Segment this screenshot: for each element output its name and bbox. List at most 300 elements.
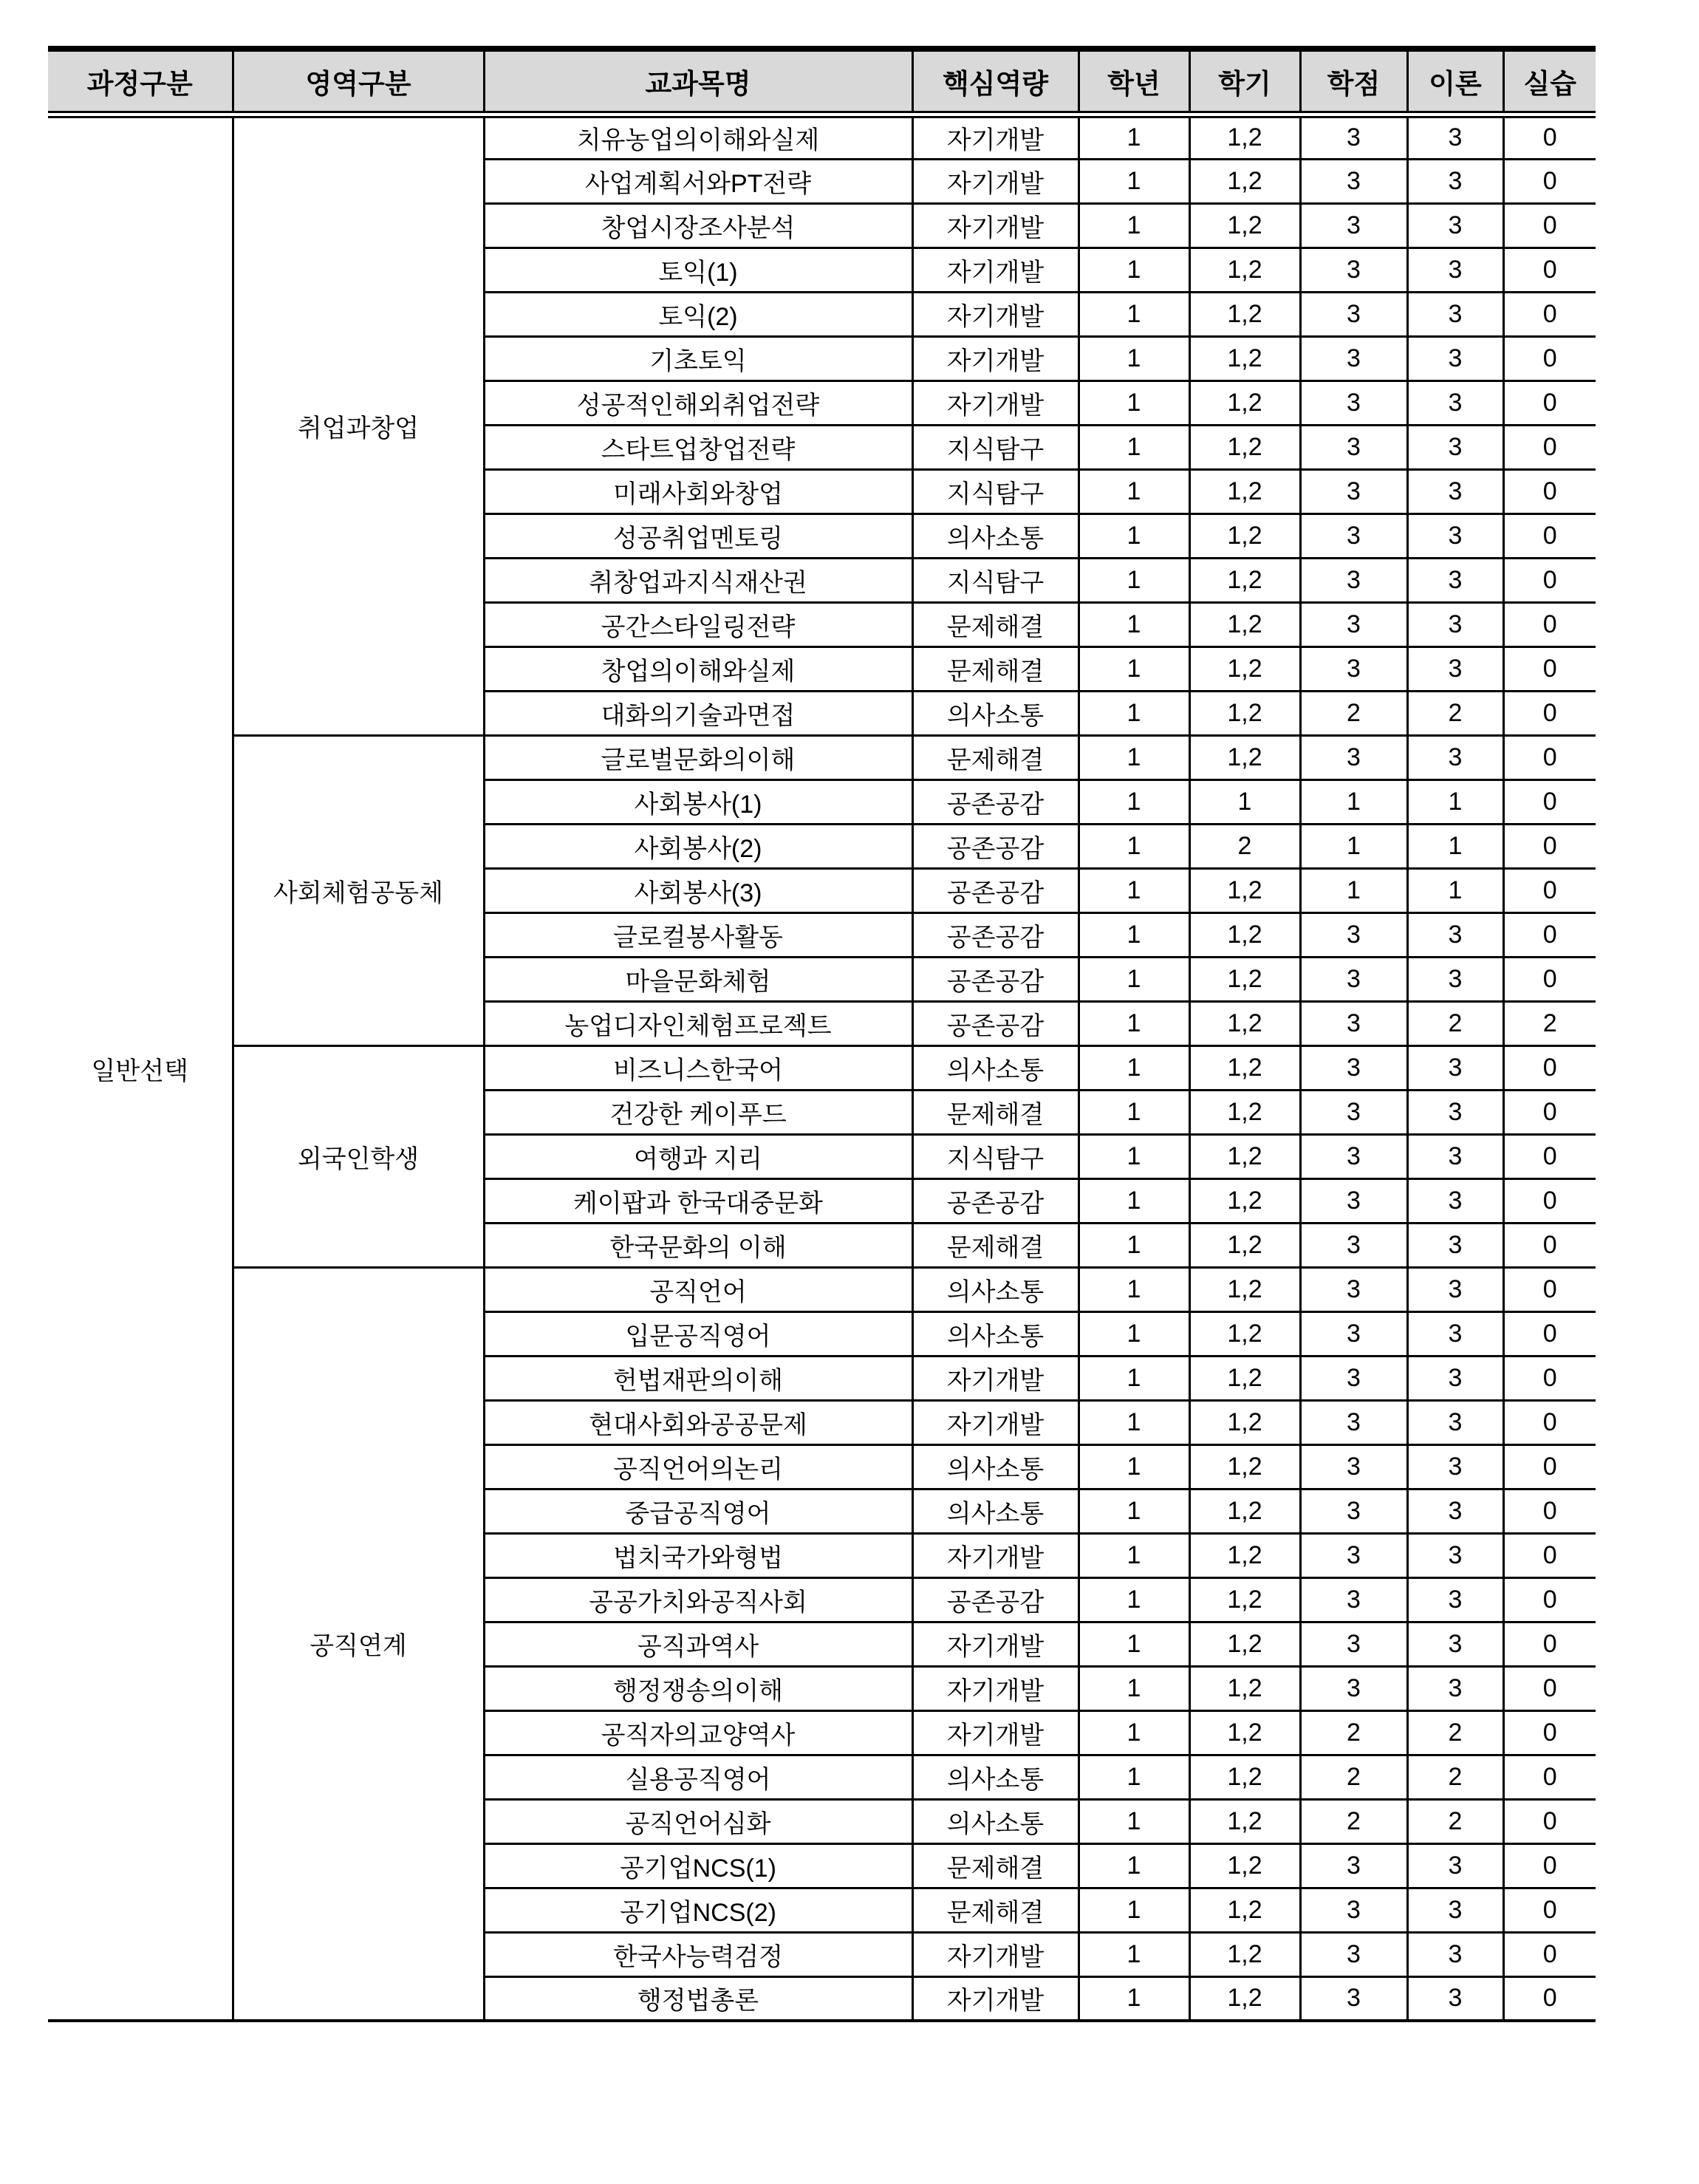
competency-cell: 자기개발 (912, 1710, 1078, 1755)
subject-cell: 치유농업의이해와실제 (484, 115, 912, 159)
semester-cell: 1,2 (1189, 381, 1300, 425)
practice-cell: 0 (1503, 1533, 1596, 1577)
year-cell: 1 (1078, 381, 1189, 425)
year-cell: 1 (1078, 159, 1189, 203)
curriculum-table (48, 46, 1596, 2022)
year-cell: 1 (1078, 1888, 1189, 1932)
semester-cell: 1,2 (1189, 912, 1300, 957)
subject-cell: 법치국가와형법 (484, 1533, 912, 1577)
subject-cell: 헌법재판의이해 (484, 1356, 912, 1400)
competency-cell: 지식탐구 (912, 425, 1078, 469)
year-cell: 1 (1078, 1533, 1189, 1577)
credits-cell: 3 (1300, 513, 1407, 558)
practice-cell: 0 (1503, 1710, 1596, 1755)
practice-cell: 0 (1503, 646, 1596, 691)
competency-cell: 의사소통 (912, 1311, 1078, 1356)
year-cell: 1 (1078, 957, 1189, 1001)
competency-cell: 문제해결 (912, 602, 1078, 646)
year-cell: 1 (1078, 1356, 1189, 1400)
theory-cell: 3 (1407, 1090, 1503, 1134)
competency-cell: 의사소통 (912, 513, 1078, 558)
theory-cell: 3 (1407, 1400, 1503, 1444)
semester-cell: 1,2 (1189, 957, 1300, 1001)
theory-cell: 3 (1407, 1311, 1503, 1356)
subject-cell: 공간스타일링전략 (484, 602, 912, 646)
credits-cell: 3 (1300, 1932, 1407, 1976)
year-cell: 1 (1078, 1710, 1189, 1755)
subject-cell: 여행과 지리 (484, 1134, 912, 1178)
subject-cell: 한국문화의 이해 (484, 1223, 912, 1267)
semester-cell: 1,2 (1189, 1932, 1300, 1976)
competency-cell: 자기개발 (912, 336, 1078, 381)
subject-cell: 성공적인해외취업전략 (484, 381, 912, 425)
year-cell: 1 (1078, 1223, 1189, 1267)
theory-cell: 1 (1407, 779, 1503, 824)
year-cell: 1 (1078, 336, 1189, 381)
theory-cell: 3 (1407, 1356, 1503, 1400)
column-header-area: 영역구분 (233, 49, 484, 115)
column-header-credits: 학점 (1300, 49, 1407, 115)
theory-cell: 3 (1407, 115, 1503, 159)
year-cell: 1 (1078, 1577, 1189, 1622)
competency-cell: 자기개발 (912, 1356, 1078, 1400)
competency-cell: 의사소통 (912, 1755, 1078, 1799)
credits-cell: 3 (1300, 1356, 1407, 1400)
theory-cell: 3 (1407, 735, 1503, 779)
credits-cell: 3 (1300, 381, 1407, 425)
subject-cell: 기초토익 (484, 336, 912, 381)
semester-cell: 1,2 (1189, 1356, 1300, 1400)
subject-cell: 공직언어의논리 (484, 1444, 912, 1489)
year-cell: 1 (1078, 469, 1189, 513)
theory-cell: 3 (1407, 957, 1503, 1001)
credits-cell: 3 (1300, 1666, 1407, 1710)
practice-cell: 0 (1503, 1577, 1596, 1622)
practice-cell: 0 (1503, 469, 1596, 513)
theory-cell: 2 (1407, 1755, 1503, 1799)
column-header-semester: 학기 (1189, 49, 1300, 115)
competency-cell: 자기개발 (912, 292, 1078, 336)
year-cell: 1 (1078, 646, 1189, 691)
theory-cell: 3 (1407, 1134, 1503, 1178)
credits-cell: 1 (1300, 779, 1407, 824)
practice-cell: 0 (1503, 1932, 1596, 1976)
year-cell: 1 (1078, 912, 1189, 957)
practice-cell: 0 (1503, 1843, 1596, 1888)
credits-cell: 3 (1300, 558, 1407, 602)
practice-cell: 0 (1503, 868, 1596, 912)
practice-cell: 0 (1503, 602, 1596, 646)
practice-cell: 0 (1503, 115, 1596, 159)
theory-cell: 3 (1407, 1444, 1503, 1489)
subject-cell: 사회봉사(3) (484, 868, 912, 912)
competency-cell: 문제해결 (912, 1223, 1078, 1267)
semester-cell: 1,2 (1189, 558, 1300, 602)
semester-cell: 1,2 (1189, 1178, 1300, 1223)
column-header-practice: 실습 (1503, 49, 1596, 115)
practice-cell: 0 (1503, 292, 1596, 336)
competency-cell: 자기개발 (912, 248, 1078, 292)
practice-cell: 0 (1503, 912, 1596, 957)
competency-cell: 공존공감 (912, 779, 1078, 824)
theory-cell: 3 (1407, 1843, 1503, 1888)
semester-cell: 1,2 (1189, 513, 1300, 558)
semester-cell: 1,2 (1189, 159, 1300, 203)
theory-cell: 3 (1407, 1622, 1503, 1666)
practice-cell: 0 (1503, 1888, 1596, 1932)
practice-cell: 0 (1503, 1400, 1596, 1444)
theory-cell: 1 (1407, 868, 1503, 912)
theory-cell: 3 (1407, 602, 1503, 646)
practice-cell: 2 (1503, 1001, 1596, 1045)
credits-cell: 3 (1300, 1489, 1407, 1533)
theory-cell: 1 (1407, 824, 1503, 868)
credits-cell: 1 (1300, 868, 1407, 912)
credits-cell: 3 (1300, 425, 1407, 469)
competency-cell: 자기개발 (912, 203, 1078, 248)
year-cell: 1 (1078, 558, 1189, 602)
year-cell: 1 (1078, 1311, 1189, 1356)
subject-cell: 공기업NCS(1) (484, 1843, 912, 1888)
competency-cell: 자기개발 (912, 159, 1078, 203)
year-cell: 1 (1078, 1400, 1189, 1444)
credits-cell: 3 (1300, 1444, 1407, 1489)
credits-cell: 2 (1300, 1799, 1407, 1843)
competency-cell: 의사소통 (912, 1267, 1078, 1311)
practice-cell: 0 (1503, 381, 1596, 425)
competency-cell: 문제해결 (912, 1888, 1078, 1932)
theory-cell: 3 (1407, 1932, 1503, 1976)
practice-cell: 0 (1503, 1223, 1596, 1267)
practice-cell: 0 (1503, 1311, 1596, 1356)
year-cell: 1 (1078, 779, 1189, 824)
subject-cell: 사회봉사(2) (484, 824, 912, 868)
practice-cell: 0 (1503, 1267, 1596, 1311)
semester-cell: 1,2 (1189, 1577, 1300, 1622)
column-header-theory: 이론 (1407, 49, 1503, 115)
table-row (48, 1045, 1596, 1090)
practice-cell: 0 (1503, 558, 1596, 602)
subject-cell: 농업디자인체험프로젝트 (484, 1001, 912, 1045)
competency-cell: 자기개발 (912, 1622, 1078, 1666)
theory-cell: 2 (1407, 1710, 1503, 1755)
theory-cell: 3 (1407, 1577, 1503, 1622)
year-cell: 1 (1078, 735, 1189, 779)
credits-cell: 3 (1300, 1533, 1407, 1577)
year-cell: 1 (1078, 824, 1189, 868)
year-cell: 1 (1078, 691, 1189, 735)
subject-cell: 토익(2) (484, 292, 912, 336)
subject-cell: 취창업과지식재산권 (484, 558, 912, 602)
column-header-course-type: 과정구분 (48, 49, 233, 115)
semester-cell: 1,2 (1189, 1976, 1300, 2021)
theory-cell: 3 (1407, 1976, 1503, 2021)
subject-cell: 비즈니스한국어 (484, 1045, 912, 1090)
competency-cell: 공존공감 (912, 824, 1078, 868)
semester-cell: 1,2 (1189, 1311, 1300, 1356)
year-cell: 1 (1078, 1843, 1189, 1888)
year-cell: 1 (1078, 1932, 1189, 1976)
theory-cell: 3 (1407, 1888, 1503, 1932)
subject-cell: 창업시장조사분석 (484, 203, 912, 248)
practice-cell: 0 (1503, 1090, 1596, 1134)
credits-cell: 1 (1300, 824, 1407, 868)
semester-cell: 1,2 (1189, 691, 1300, 735)
practice-cell: 0 (1503, 1178, 1596, 1223)
practice-cell: 0 (1503, 779, 1596, 824)
year-cell: 1 (1078, 1178, 1189, 1223)
credits-cell: 3 (1300, 292, 1407, 336)
year-cell: 1 (1078, 1090, 1189, 1134)
semester-cell: 1,2 (1189, 1134, 1300, 1178)
credits-cell: 3 (1300, 115, 1407, 159)
competency-cell: 공존공감 (912, 868, 1078, 912)
credits-cell: 3 (1300, 957, 1407, 1001)
semester-cell: 1,2 (1189, 248, 1300, 292)
semester-cell: 1,2 (1189, 1489, 1300, 1533)
theory-cell: 2 (1407, 1799, 1503, 1843)
competency-cell: 공존공감 (912, 912, 1078, 957)
credits-cell: 3 (1300, 1090, 1407, 1134)
theory-cell: 3 (1407, 469, 1503, 513)
practice-cell: 0 (1503, 513, 1596, 558)
semester-cell: 1,2 (1189, 1267, 1300, 1311)
theory-cell: 3 (1407, 292, 1503, 336)
year-cell: 1 (1078, 1134, 1189, 1178)
theory-cell: 3 (1407, 1489, 1503, 1533)
semester-cell: 1,2 (1189, 1001, 1300, 1045)
competency-cell: 의사소통 (912, 1799, 1078, 1843)
semester-cell: 1,2 (1189, 1533, 1300, 1577)
semester-cell: 1,2 (1189, 868, 1300, 912)
semester-cell: 1,2 (1189, 469, 1300, 513)
area-cell: 외국인학생 (233, 1045, 484, 1267)
credits-cell: 3 (1300, 912, 1407, 957)
year-cell: 1 (1078, 115, 1189, 159)
theory-cell: 3 (1407, 912, 1503, 957)
year-cell: 1 (1078, 868, 1189, 912)
competency-cell: 공존공감 (912, 1577, 1078, 1622)
credits-cell: 3 (1300, 1622, 1407, 1666)
theory-cell: 3 (1407, 159, 1503, 203)
practice-cell: 0 (1503, 957, 1596, 1001)
practice-cell: 0 (1503, 1622, 1596, 1666)
subject-cell: 토익(1) (484, 248, 912, 292)
competency-cell: 문제해결 (912, 735, 1078, 779)
subject-cell: 공직언어심화 (484, 1799, 912, 1843)
year-cell: 1 (1078, 1444, 1189, 1489)
practice-cell: 0 (1503, 735, 1596, 779)
credits-cell: 3 (1300, 469, 1407, 513)
table-row (48, 735, 1596, 779)
practice-cell: 0 (1503, 1045, 1596, 1090)
credits-cell: 2 (1300, 691, 1407, 735)
year-cell: 1 (1078, 513, 1189, 558)
practice-cell: 0 (1503, 1976, 1596, 2021)
semester-cell: 1,2 (1189, 646, 1300, 691)
semester-cell: 2 (1189, 824, 1300, 868)
competency-cell: 지식탐구 (912, 1134, 1078, 1178)
theory-cell: 2 (1407, 691, 1503, 735)
subject-cell: 행정쟁송의이해 (484, 1666, 912, 1710)
credits-cell: 3 (1300, 1843, 1407, 1888)
semester-cell: 1,2 (1189, 292, 1300, 336)
practice-cell: 0 (1503, 1134, 1596, 1178)
year-cell: 1 (1078, 1001, 1189, 1045)
subject-cell: 스타트업창업전략 (484, 425, 912, 469)
semester-cell: 1,2 (1189, 115, 1300, 159)
competency-cell: 자기개발 (912, 1400, 1078, 1444)
subject-cell: 글로컬봉사활동 (484, 912, 912, 957)
semester-cell: 1,2 (1189, 1710, 1300, 1755)
practice-cell: 0 (1503, 1666, 1596, 1710)
semester-cell: 1,2 (1189, 1090, 1300, 1134)
year-cell: 1 (1078, 292, 1189, 336)
semester-cell: 1 (1189, 779, 1300, 824)
competency-cell: 공존공감 (912, 957, 1078, 1001)
credits-cell: 3 (1300, 1178, 1407, 1223)
table-row (48, 1267, 1596, 1311)
year-cell: 1 (1078, 425, 1189, 469)
theory-cell: 3 (1407, 248, 1503, 292)
practice-cell: 0 (1503, 1356, 1596, 1400)
semester-cell: 1,2 (1189, 1622, 1300, 1666)
course-type-cell: 일반선택 (48, 115, 233, 2021)
semester-cell: 1,2 (1189, 203, 1300, 248)
theory-cell: 3 (1407, 1533, 1503, 1577)
subject-cell: 공직과역사 (484, 1622, 912, 1666)
subject-cell: 공기업NCS(2) (484, 1888, 912, 1932)
semester-cell: 1,2 (1189, 1755, 1300, 1799)
credits-cell: 3 (1300, 1311, 1407, 1356)
semester-cell: 1,2 (1189, 425, 1300, 469)
subject-cell: 한국사능력검정 (484, 1932, 912, 1976)
competency-cell: 공존공감 (912, 1178, 1078, 1223)
semester-cell: 1,2 (1189, 735, 1300, 779)
subject-cell: 공직자의교양역사 (484, 1710, 912, 1755)
competency-cell: 의사소통 (912, 691, 1078, 735)
year-cell: 1 (1078, 1666, 1189, 1710)
competency-cell: 자기개발 (912, 1976, 1078, 2021)
practice-cell: 0 (1503, 1489, 1596, 1533)
practice-cell: 0 (1503, 691, 1596, 735)
credits-cell: 3 (1300, 1001, 1407, 1045)
competency-cell: 자기개발 (912, 115, 1078, 159)
semester-cell: 1,2 (1189, 336, 1300, 381)
subject-cell: 사업계획서와PT전략 (484, 159, 912, 203)
theory-cell: 3 (1407, 1223, 1503, 1267)
table-header (48, 49, 1596, 115)
practice-cell: 0 (1503, 159, 1596, 203)
year-cell: 1 (1078, 1755, 1189, 1799)
practice-cell: 0 (1503, 1755, 1596, 1799)
subject-cell: 공직언어 (484, 1267, 912, 1311)
credits-cell: 3 (1300, 646, 1407, 691)
semester-cell: 1,2 (1189, 1045, 1300, 1090)
theory-cell: 3 (1407, 425, 1503, 469)
credits-cell: 3 (1300, 1400, 1407, 1444)
subject-cell: 공공가치와공직사회 (484, 1577, 912, 1622)
subject-cell: 실용공직영어 (484, 1755, 912, 1799)
practice-cell: 0 (1503, 336, 1596, 381)
column-header-subject: 교과목명 (484, 49, 912, 115)
credits-cell: 3 (1300, 735, 1407, 779)
year-cell: 1 (1078, 1045, 1189, 1090)
competency-cell: 의사소통 (912, 1444, 1078, 1489)
year-cell: 1 (1078, 1799, 1189, 1843)
subject-cell: 케이팝과 한국대중문화 (484, 1178, 912, 1223)
competency-cell: 자기개발 (912, 1666, 1078, 1710)
theory-cell: 3 (1407, 646, 1503, 691)
theory-cell: 3 (1407, 1267, 1503, 1311)
credits-cell: 2 (1300, 1755, 1407, 1799)
area-cell: 취업과창업 (233, 115, 484, 735)
competency-cell: 문제해결 (912, 1090, 1078, 1134)
theory-cell: 3 (1407, 336, 1503, 381)
semester-cell: 1,2 (1189, 602, 1300, 646)
area-cell: 사회체험공동체 (233, 735, 484, 1045)
credits-cell: 3 (1300, 336, 1407, 381)
practice-cell: 0 (1503, 1444, 1596, 1489)
credits-cell: 3 (1300, 1976, 1407, 2021)
competency-cell: 문제해결 (912, 1843, 1078, 1888)
subject-cell: 미래사회와창업 (484, 469, 912, 513)
subject-cell: 건강한 케이푸드 (484, 1090, 912, 1134)
credits-cell: 3 (1300, 159, 1407, 203)
credits-cell: 3 (1300, 1267, 1407, 1311)
competency-cell: 자기개발 (912, 1533, 1078, 1577)
semester-cell: 1,2 (1189, 1843, 1300, 1888)
practice-cell: 0 (1503, 1799, 1596, 1843)
credits-cell: 3 (1300, 248, 1407, 292)
competency-cell: 자기개발 (912, 1932, 1078, 1976)
credits-cell: 3 (1300, 203, 1407, 248)
theory-cell: 3 (1407, 1045, 1503, 1090)
semester-cell: 1,2 (1189, 1223, 1300, 1267)
practice-cell: 0 (1503, 203, 1596, 248)
credits-cell: 3 (1300, 1888, 1407, 1932)
semester-cell: 1,2 (1189, 1666, 1300, 1710)
credits-cell: 2 (1300, 1710, 1407, 1755)
column-header-year: 학년 (1078, 49, 1189, 115)
theory-cell: 3 (1407, 203, 1503, 248)
year-cell: 1 (1078, 1489, 1189, 1533)
theory-cell: 2 (1407, 1001, 1503, 1045)
table-row (48, 115, 1596, 159)
subject-cell: 대화의기술과면접 (484, 691, 912, 735)
semester-cell: 1,2 (1189, 1400, 1300, 1444)
theory-cell: 3 (1407, 1178, 1503, 1223)
column-header-competency: 핵심역량 (912, 49, 1078, 115)
subject-cell: 입문공직영어 (484, 1311, 912, 1356)
year-cell: 1 (1078, 1267, 1189, 1311)
credits-cell: 3 (1300, 1577, 1407, 1622)
subject-cell: 창업의이해와실제 (484, 646, 912, 691)
year-cell: 1 (1078, 1976, 1189, 2021)
subject-cell: 중급공직영어 (484, 1489, 912, 1533)
subject-cell: 사회봉사(1) (484, 779, 912, 824)
competency-cell: 지식탐구 (912, 558, 1078, 602)
practice-cell: 0 (1503, 248, 1596, 292)
area-cell: 공직연계 (233, 1267, 484, 2021)
subject-cell: 행정법총론 (484, 1976, 912, 2021)
subject-cell: 현대사회와공공문제 (484, 1400, 912, 1444)
year-cell: 1 (1078, 1622, 1189, 1666)
theory-cell: 3 (1407, 558, 1503, 602)
competency-cell: 의사소통 (912, 1045, 1078, 1090)
practice-cell: 0 (1503, 425, 1596, 469)
subject-cell: 글로벌문화의이해 (484, 735, 912, 779)
